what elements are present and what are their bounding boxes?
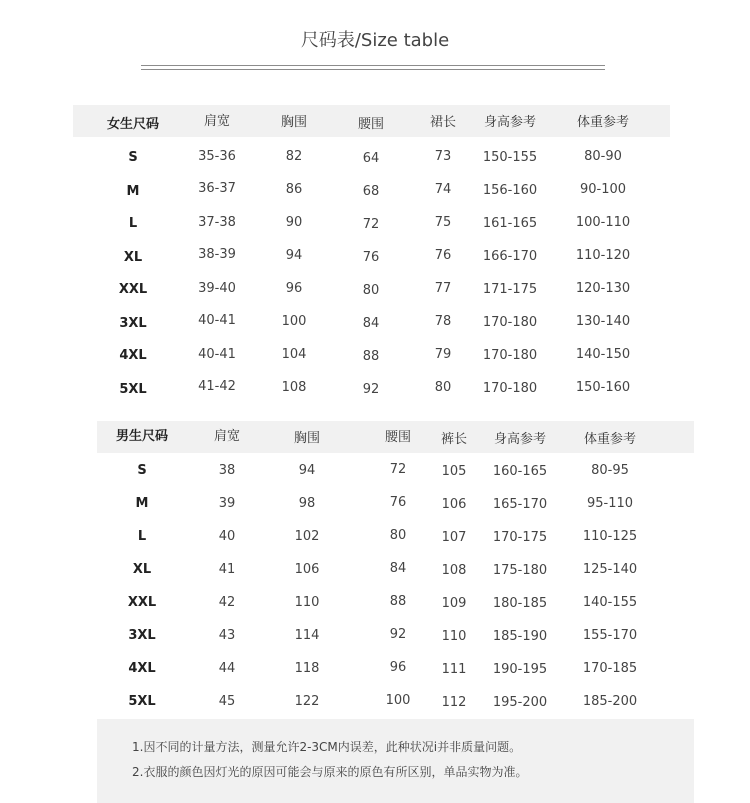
women-cell-3-3: 76 [362,250,380,265]
women-cell-1-2: 86 [285,182,303,197]
women-header-3: 腰围 [357,117,384,132]
women-cell-0-2: 82 [285,149,303,164]
women-cell-5-5: 170-180 [482,315,538,330]
women-cell-2-3: 72 [362,217,380,232]
women-cell-3-1: 38-39 [198,247,236,262]
women-cell-2-1: 37-38 [198,215,236,230]
men-cell-6-6: 170-185 [582,661,638,676]
men-cell-2-4: 107 [441,530,467,545]
women-cell-5-2: 100 [281,314,307,329]
men-cell-4-2: 110 [294,595,320,610]
women-header-6: 体重参考 [576,115,629,130]
men-cell-4-6: 140-155 [582,595,638,610]
men-header-1: 肩宽 [213,429,240,444]
men-header-6: 体重参考 [583,432,636,447]
men-cell-1-2: 98 [298,496,316,511]
women-cell-1-6: 90-100 [579,182,627,197]
women-header-5: 身高参考 [483,115,536,130]
women-cell-5-3: 84 [362,316,380,331]
men-cell-7-0: 5XL [128,694,156,709]
men-cell-0-2: 94 [298,463,316,478]
women-cell-4-5: 171-175 [482,282,538,297]
women-cell-3-2: 94 [285,248,303,263]
women-header-2: 胸围 [280,115,307,130]
page-title: 尺码表/Size table [300,30,450,51]
men-header-5: 身高参考 [493,432,546,447]
women-cell-7-3: 92 [362,382,380,397]
women-header-1: 肩宽 [203,114,230,129]
title-divider-top [141,65,605,66]
women-cell-1-0: M [126,184,140,199]
women-cell-6-3: 88 [362,349,380,364]
men-cell-0-3: 72 [389,462,407,477]
men-cell-5-6: 155-170 [582,628,638,643]
men-cell-7-3: 100 [385,693,411,708]
women-cell-1-1: 36-37 [198,181,236,196]
note-line-1: 1.因不同的计量方法，测量允许2-3CM内误差，此种状况i并非质量问题。 [132,740,522,754]
notes-box [97,719,694,803]
women-cell-0-4: 73 [434,149,452,164]
men-cell-1-6: 95-110 [586,496,634,511]
women-cell-4-4: 77 [434,281,452,296]
women-cell-6-5: 170-180 [482,348,538,363]
women-cell-6-0: 4XL [119,348,147,363]
men-cell-6-4: 111 [441,662,467,677]
men-cell-7-5: 195-200 [492,695,548,710]
women-cell-7-4: 80 [434,380,452,395]
men-cell-3-6: 125-140 [582,562,638,577]
men-header-3: 腰围 [384,430,411,445]
men-cell-2-5: 170-175 [492,530,548,545]
men-cell-3-0: XL [132,562,152,577]
men-cell-2-0: L [137,529,147,544]
men-cell-6-3: 96 [389,660,407,675]
women-cell-2-6: 100-110 [575,215,631,230]
men-cell-6-2: 118 [294,661,320,676]
men-cell-1-0: M [135,496,149,511]
men-cell-0-4: 105 [441,464,467,479]
women-cell-5-6: 130-140 [575,314,631,329]
women-cell-0-0: S [128,150,138,165]
women-cell-0-1: 35-36 [198,149,236,164]
women-cell-1-4: 74 [434,182,452,197]
women-cell-3-0: XL [123,250,143,265]
men-cell-6-5: 190-195 [492,662,548,677]
women-cell-5-4: 78 [434,314,452,329]
men-header-4: 裤长 [440,432,467,447]
women-cell-4-6: 120-130 [575,281,631,296]
women-cell-3-4: 76 [434,248,452,263]
women-cell-6-1: 40-41 [198,347,236,362]
women-header-4: 裙长 [429,115,456,130]
women-cell-4-1: 39-40 [198,281,236,296]
women-size-table [73,105,670,405]
men-cell-4-3: 88 [389,594,407,609]
women-header-0: 女生尺码 [106,117,159,132]
women-cell-6-6: 140-150 [575,347,631,362]
women-cell-2-4: 75 [434,215,452,230]
men-cell-1-1: 39 [218,496,236,511]
men-cell-6-1: 44 [218,661,236,676]
women-cell-2-0: L [128,216,138,231]
men-cell-5-5: 185-190 [492,629,548,644]
men-cell-3-2: 106 [294,562,320,577]
men-header-0: 男生尺码 [115,429,168,444]
women-cell-7-2: 108 [281,380,307,395]
women-cell-6-4: 79 [434,347,452,362]
women-cell-5-1: 40-41 [198,313,236,328]
women-cell-0-3: 64 [362,151,380,166]
men-cell-7-2: 122 [294,694,320,709]
women-cell-0-6: 80-90 [584,149,622,164]
women-cell-2-5: 161-165 [482,216,538,231]
men-cell-4-4: 109 [441,596,467,611]
men-cell-3-3: 84 [389,561,407,576]
men-cell-7-6: 185-200 [582,694,638,709]
women-header-row [73,105,670,137]
men-cell-0-5: 160-165 [492,464,548,479]
men-cell-5-0: 3XL [128,628,156,643]
women-cell-3-5: 166-170 [482,249,538,264]
women-cell-7-6: 150-160 [575,380,631,395]
women-cell-4-3: 80 [362,283,380,298]
men-cell-0-0: S [137,463,147,478]
men-size-table [97,421,694,721]
men-cell-4-5: 180-185 [492,596,548,611]
men-header-2: 胸围 [293,431,320,446]
women-cell-4-2: 96 [285,281,303,296]
men-cell-3-1: 41 [218,562,236,577]
men-cell-5-1: 43 [218,628,236,643]
women-cell-5-0: 3XL [119,316,147,331]
men-cell-3-5: 175-180 [492,563,548,578]
women-cell-3-6: 110-120 [575,248,631,263]
men-cell-5-3: 92 [389,627,407,642]
men-cell-6-0: 4XL [128,661,156,676]
men-header-row [97,421,694,453]
men-cell-5-4: 110 [441,629,467,644]
women-cell-2-2: 90 [285,215,303,230]
note-line-2: 2.衣服的颜色因灯光的原因可能会与原来的原色有所区别，单品实物为准。 [132,765,528,779]
men-cell-0-6: 80-95 [591,463,629,478]
women-cell-7-5: 170-180 [482,381,538,396]
men-cell-1-4: 106 [441,497,467,512]
men-cell-2-1: 40 [218,529,236,544]
women-cell-0-5: 150-155 [482,150,538,165]
women-cell-7-1: 41-42 [198,379,236,394]
men-cell-2-6: 110-125 [582,529,638,544]
women-cell-4-0: XXL [118,282,148,297]
men-cell-1-3: 76 [389,495,407,510]
men-cell-7-1: 45 [218,694,236,709]
women-cell-6-2: 104 [281,347,307,362]
men-cell-7-4: 112 [441,695,467,710]
women-cell-7-0: 5XL [119,382,147,397]
men-cell-4-0: XXL [127,595,157,610]
men-cell-4-1: 42 [218,595,236,610]
men-cell-5-2: 114 [294,628,320,643]
women-cell-1-5: 156-160 [482,183,538,198]
men-cell-0-1: 38 [218,463,236,478]
title-divider-bottom [141,69,605,70]
men-cell-2-2: 102 [294,529,320,544]
men-cell-2-3: 80 [389,528,407,543]
men-cell-3-4: 108 [441,563,467,578]
men-cell-1-5: 165-170 [492,497,548,512]
women-cell-1-3: 68 [362,184,380,199]
